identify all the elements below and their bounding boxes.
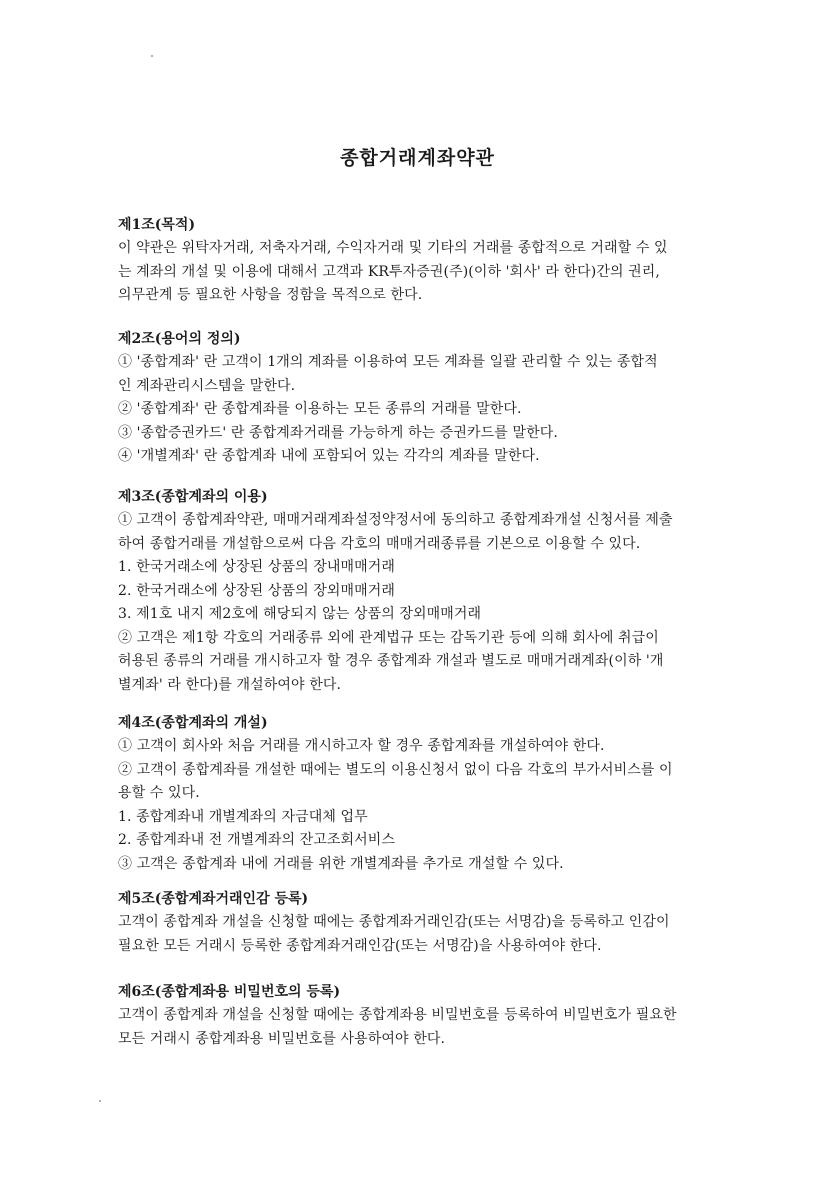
scan-speck bbox=[151, 55, 153, 57]
article-text-line: ① 고객이 종합계좌약관, 매매거래계좌설정약정서에 동의하고 종합계좌개설 신청서를 제출 bbox=[118, 512, 673, 528]
article-text-line: 인 계좌관리시스템을 말한다. bbox=[118, 377, 296, 394]
article-heading: 제2조(용어의 정의) bbox=[118, 331, 241, 347]
article-text-line: ③ 고객은 종합계좌 내에 거래를 위한 개별계좌를 추가로 개설할 수 있다. bbox=[118, 855, 564, 872]
scan-speck bbox=[99, 1100, 101, 1102]
article-text-line: 고객이 종합계좌 개설을 신청할 때에는 종합계좌용 비밀번호를 등록하여 비밀번호가 필요한 bbox=[118, 1007, 677, 1023]
article-text-line: 하여 종합거래를 개설함으로써 다음 각호의 매매거래종류를 기본으로 이용할 수 있다. bbox=[118, 535, 641, 552]
article-heading: 제6조(종합계좌용 비밀번호의 등록) bbox=[118, 984, 341, 1000]
article-text-line: ④ '개별계좌' 란 종합계좌 내에 포함되어 있는 각각의 계좌를 말한다. bbox=[118, 448, 540, 464]
article-text-line: 용할 수 있다. bbox=[118, 785, 200, 801]
article-text-line: ① 고객이 회사와 처음 거래를 개시하고자 할 경우 종합계좌를 개설하여야 한다. bbox=[118, 738, 605, 754]
article-heading: 제4조(종합계좌의 개설) bbox=[118, 715, 268, 731]
article-text-line: 2. 한국거래소에 상장된 상품의 장외매매거래 bbox=[118, 582, 395, 599]
article-2 bbox=[118, 327, 718, 469]
article-text-line: 3. 제1호 내지 제2호에 해당되지 않는 상품의 장외매매거래 bbox=[118, 606, 482, 622]
article-heading: 제3조(종합계좌의 이용) bbox=[118, 489, 268, 505]
article-text-line: 허용된 종류의 거래를 개시하고자 할 경우 종합계좌 개설과 별도로 매매거래계좌(이하 '개 bbox=[118, 653, 664, 669]
article-text-line: 필요한 모든 거래시 등록한 종합계좌거래인감(또는 서명감)을 사용하여야 한다. bbox=[118, 937, 602, 954]
article-text-line: ③ '종합증권카드' 란 종합계좌거래를 가능하게 하는 증권카드를 말한다. bbox=[118, 424, 558, 441]
article-text-line: ② 고객은 제1항 각호의 거래종류 외에 관계법규 또는 감독기관 등에 의해 회사에 취급이 bbox=[118, 629, 659, 646]
article-text-line: 별계좌' 라 한다)를 개설하여야 한다. bbox=[118, 676, 341, 693]
article-1 bbox=[118, 213, 718, 308]
document-title: 종합거래계좌약관 bbox=[340, 147, 495, 169]
article-heading: 제1조(목적) bbox=[118, 217, 196, 233]
article-text-line: 2. 종합계좌내 전 개별계좌의 잔고조회서비스 bbox=[118, 832, 395, 848]
article-text-line: 의무관계 등 필요한 사항을 정함을 목적으로 한다. bbox=[118, 287, 423, 303]
article-text-line: 1. 종합계좌내 개별계좌의 자금대체 업무 bbox=[118, 808, 368, 825]
article-6 bbox=[118, 980, 718, 1051]
article-4 bbox=[118, 711, 718, 876]
article-heading: 제5조(종합계좌거래인감 등록) bbox=[118, 891, 309, 907]
article-5 bbox=[118, 887, 718, 958]
article-text-line: ② 고객이 종합계좌를 개설한 때에는 별도의 이용신청서 없이 다음 각호의 부가서비스를 이 bbox=[118, 761, 673, 778]
article-text-line: 는 계좌의 개설 및 이용에 대해서 고객과 KR투자증권(주)(이하 '회사' 라 한다)간의 권리, bbox=[118, 263, 660, 280]
article-text-line: ① '종합계좌' 란 고객이 1개의 계좌를 이용하여 모든 계좌를 일괄 관리할 수 있는 종합적 bbox=[118, 354, 658, 370]
article-text-line: 모든 거래시 종합계좌용 비밀번호를 사용하여야 한다. bbox=[118, 1030, 446, 1047]
article-text-line: 1. 한국거래소에 상장된 상품의 장내매매거래 bbox=[118, 559, 395, 575]
article-text-line: ② '종합계좌' 란 종합계좌를 이용하는 모든 종류의 거래를 말한다. bbox=[118, 401, 522, 417]
article-3 bbox=[118, 485, 718, 697]
article-text-line: 고객이 종합계좌 개설을 신청할 때에는 종합계좌거래인감(또는 서명감)을 등록하고 인감이 bbox=[118, 914, 670, 930]
article-text-line: 이 약관은 위탁자거래, 저축자거래, 수익자거래 및 기타의 거래를 종합적으로 거래할 수 있 bbox=[118, 240, 668, 256]
